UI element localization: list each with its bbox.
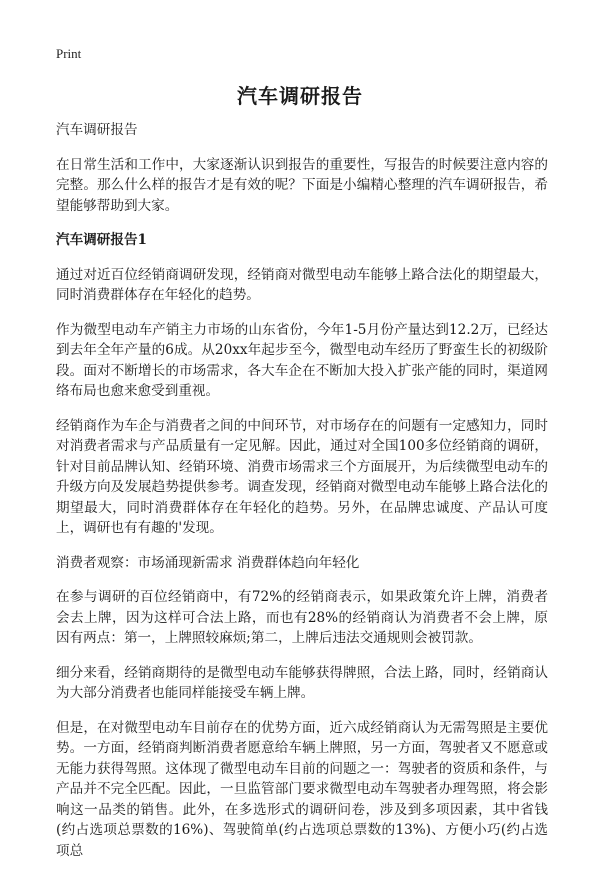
body-paragraph-5: 细分来看，经销商期待的是微型电动车能够获得牌照，合法上路，同时，经销商认为大部分消费者也能同样能接受车辆上牌。 [56, 664, 548, 701]
body-paragraph-2: 作为微型电动车产销主力市场的山东省份，今年1-5月份产量达到12.2万，已经达到去年全年产量的6成。从20xx年起步至今，微型电动车经历了野蛮生长的初级阶段。面对不断增长的市场需求，各大车企在不断加大投入扩张产能的同时，渠道网络布局也愈来愈受到重视。 [56, 321, 548, 399]
document-subtitle: 汽车调研报告 [56, 122, 138, 138]
sub-heading: 消费者观察：市场涌现新需求 消费群体趋向年轻化 [56, 554, 360, 571]
print-link[interactable]: Print [56, 46, 82, 61]
body-paragraph-6: 但是，在对微型电动车目前存在的优势方面，近六成经销商认为无需驾照是主要优势。一方面，经销商判断消费者愿意给车辆上牌照，另一方面，驾驶者又不愿意或无能力获得驾照。这体现了微型电动车目前的问题之一：驾驶者的资质和条件，与产品并不完全匹配。因此，一旦监管部门要求微型电动车驾驶者办理驾照，将会影响这一品类的销售。此外，在多选形式的调研问卷，涉及到多项因素，其中省钱(约占选项总票数的16%)、驾驶简单(约占选项总票数的13%)、方便小巧(约占选项总 [56, 719, 548, 859]
intro-paragraph: 在日常生活和工作中，大家逐渐认识到报告的重要性，写报告的时候要注意内容的完整。那么什么样的报告才是有效的呢？下面是小编精心整理的汽车调研报告，希望能够帮助到大家。 [56, 156, 548, 214]
section-heading: 汽车调研报告1 [56, 232, 148, 248]
document-body [56, 120, 548, 875]
body-paragraph-4: 在参与调研的百位经销商中，有72%的经销商表示，如果政策允许上牌，消费者会去上牌，因为这样可合法上路，而也有28%的经销商认为消费者不会上牌，原因有两点：第一，上牌照较麻烦;第二，上牌后违法交通规则会被罚款。 [56, 589, 548, 646]
body-paragraph-1: 通过对近百位经销商调研发现，经销商对微型电动车能够上路合法化的期望最大，同时消费群体存在年轻化的趋势。 [56, 266, 548, 303]
page-title: 汽车调研报告 [237, 84, 363, 108]
body-paragraph-3: 经销商作为车企与消费者之间的中间环节，对市场存在的问题有一定感知力，同时对消费者需求与产品质量有一定见解。因此，通过对全国100多位经销商的调研，针对目前品牌认知、经销环境、消费市场需求三个方面展开，为后续微型电动车的升级方向及发展趋势提供参考。调查发现，经销商对微型电动车能够上路合法化的期望最大，同时消费群体存在年轻化的趋势。另外，在品牌忠诚度、产品认可度上，调研也有有趣的'发现。 [56, 417, 548, 536]
